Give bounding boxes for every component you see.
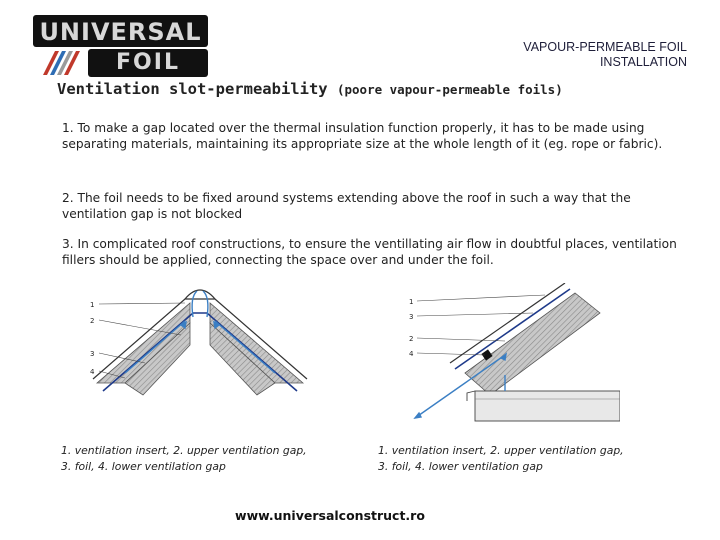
title-line-2: INSTALLATION bbox=[599, 55, 687, 69]
title-line-1: VAPOUR-PERMEABLE FOIL bbox=[523, 40, 687, 54]
ridge-label-3: 3 bbox=[90, 350, 95, 358]
section-heading bbox=[57, 80, 563, 98]
logo-stripes-icon bbox=[41, 49, 85, 77]
page-title bbox=[523, 40, 687, 70]
slope-insulation bbox=[465, 293, 600, 395]
penetration-label-4: 4 bbox=[409, 350, 414, 358]
figure-1-caption bbox=[61, 443, 351, 475]
caption-1-line-2: 3. foil, 4. lower ventilation gap bbox=[61, 460, 226, 473]
ridge-insulation-left bbox=[97, 303, 190, 395]
penetration-label-1: 1 bbox=[409, 298, 414, 306]
penetration-label-2: 2 bbox=[409, 335, 414, 343]
ridge-label-4: 4 bbox=[90, 368, 95, 376]
website-link[interactable]: www.universalconstruct.ro bbox=[235, 508, 425, 523]
brand-logo bbox=[33, 15, 208, 77]
paragraph-1: 1. To make a gap located over the thermal insulation function properly, it has to be made using separating materials, maintaining its appropriate size at the whole length of it (eg. rope or fabric). bbox=[62, 121, 663, 151]
paragraph-3: 3. In complicated roof constructions, to ensure the ventillating air flow in doubtful places, ventilation fillers should be applied, connecting the space over and under the foil. bbox=[62, 237, 677, 267]
penetration-label-3: 3 bbox=[409, 313, 414, 321]
ridge-insulation-right bbox=[210, 303, 303, 395]
ridge-ventilation-diagram bbox=[85, 283, 315, 433]
paragraph-2: 2. The foil needs to be fixed around systems extending above the roof in such a way that the ventilation gap is not blocked bbox=[62, 191, 631, 221]
heading-sub: (poore vapour-permeable foils) bbox=[336, 82, 563, 97]
caption-2-line-2: 3. foil, 4. lower ventilation gap bbox=[378, 460, 543, 473]
logo-text-universal: UNIVERSAL bbox=[39, 18, 202, 46]
penetration-box bbox=[467, 391, 620, 421]
ridge-label-1: 1 bbox=[90, 301, 95, 309]
heading-main: Ventilation slot-permeability bbox=[57, 80, 328, 98]
figure-2-caption bbox=[378, 443, 668, 475]
penetration-ventilation-diagram bbox=[405, 283, 620, 438]
ridge-label-2: 2 bbox=[90, 317, 95, 325]
logo-text-foil: FOIL bbox=[116, 50, 180, 75]
caption-2-line-1: 1. ventilation insert, 2. upper ventilation gap, bbox=[378, 444, 624, 457]
caption-1-line-1: 1. ventilation insert, 2. upper ventilation gap, bbox=[61, 444, 307, 457]
ridge-vent-insert bbox=[185, 290, 215, 299]
